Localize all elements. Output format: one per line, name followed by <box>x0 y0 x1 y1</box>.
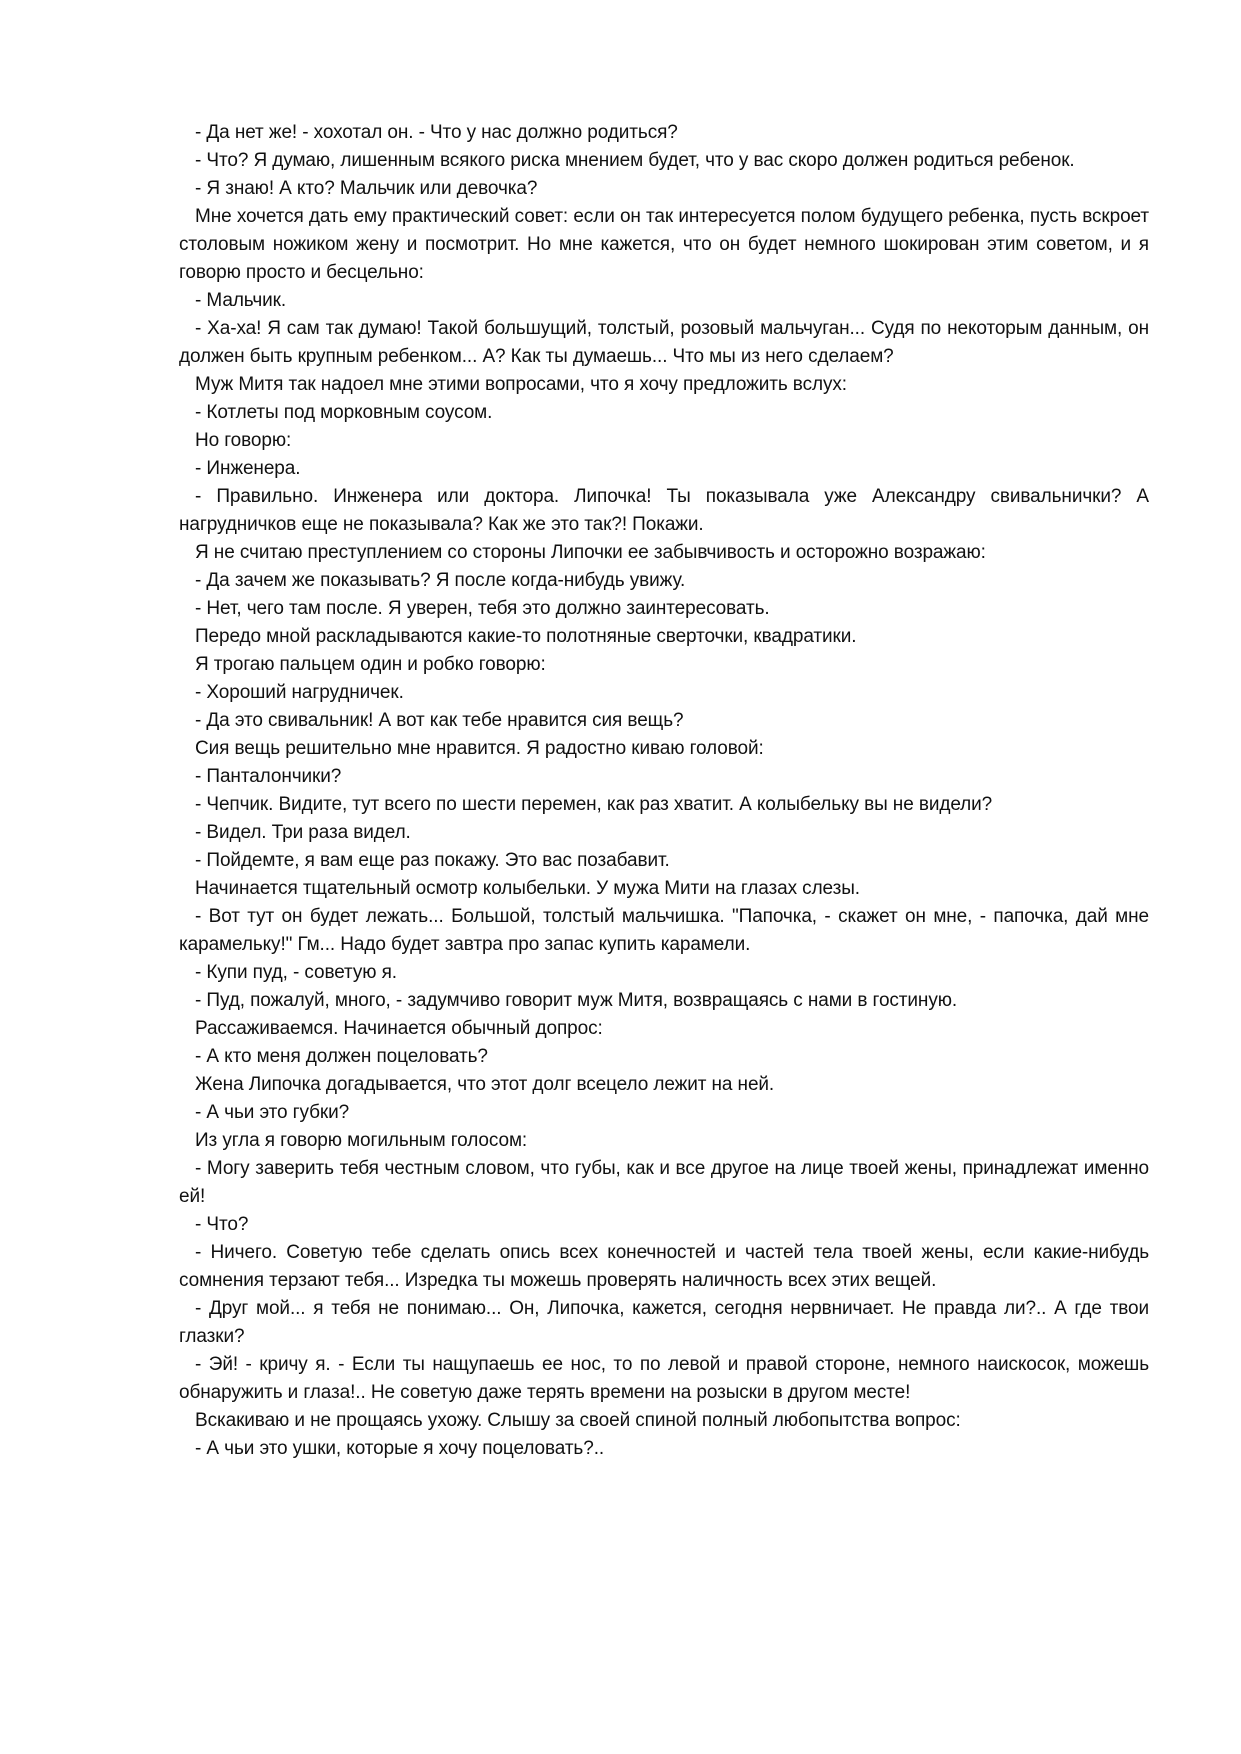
paragraph: - А кто меня должен поцеловать? <box>195 1046 488 1067</box>
paragraph: - Ха-ха! Я сам так думаю! Такой большущий, толстый, розовый мальчуган... Судя по некоторым данным, он должен быть крупным ребенком... А? Как ты думаешь... Что мы из него сделаем? <box>179 318 1149 367</box>
paragraph: - Да зачем же показывать? Я после когда-нибудь увижу. <box>195 570 686 591</box>
paragraph: Начинается тщательный осмотр колыбельки. У мужа Мити на глазах слезы. <box>195 878 860 899</box>
paragraph: - Что? <box>195 1214 249 1235</box>
paragraph: - Хороший нагрудничек. <box>195 682 404 703</box>
paragraph: Рассаживаемся. Начинается обычный допрос: <box>195 1018 603 1039</box>
paragraph: - Пуд, пожалуй, много, - задумчиво говорит муж Митя, возвращаясь с нами в гостиную. <box>195 990 958 1011</box>
paragraph: - Ничего. Советую тебе сделать опись всех конечностей и частей тела твоей жены, если какие-нибудь сомнения терзают тебя... Изредка ты можешь проверять наличность всех этих вещей. <box>179 1242 1149 1291</box>
paragraph: - Да нет же! - хохотал он. - Что у нас должно родиться? <box>195 122 678 143</box>
paragraph: Вскакиваю и не прощаясь ухожу. Слышу за своей спиной полный любопытства вопрос: <box>195 1410 961 1431</box>
paragraph: - Я знаю! А кто? Мальчик или девочка? <box>195 178 538 199</box>
paragraph: - Могу заверить тебя честным словом, что губы, как и все другое на лице твоей жены, принадлежат именно ей! <box>179 1158 1149 1207</box>
paragraph: Мне хочется дать ему практический совет: если он так интересуется полом будущего ребенка, пусть вскроет столовым ножиком жену и посмотрит. Но мне кажется, что он будет немного шокирован этим советом, и я говорю просто и бесцельно: <box>179 206 1149 283</box>
paragraph: - Вот тут он будет лежать... Большой, толстый мальчишка. "Папочка, - скажет он мне, - папочка, дай мне карамельку!" Гм... Надо будет завтра про запас купить карамели. <box>179 906 1149 955</box>
paragraph: - Друг мой... я тебя не понимаю... Он, Липочка, кажется, сегодня нервничает. Не правда ли?.. А где твои глазки? <box>179 1298 1149 1347</box>
paragraph: - Видел. Три раза видел. <box>195 822 411 843</box>
paragraph: - А чьи это ушки, которые я хочу поцеловать?.. <box>195 1438 605 1459</box>
paragraph: Но говорю: <box>195 430 292 451</box>
paragraph: - Пойдемте, я вам еще раз покажу. Это вас позабавит. <box>195 850 670 871</box>
paragraph: - Что? Я думаю, лишенным всякого риска мнением будет, что у вас скоро должен родиться ребенок. <box>195 150 1075 171</box>
paragraph: - Чепчик. Видите, тут всего по шести перемен, как раз хватит. А колыбельку вы не видели? <box>195 794 993 815</box>
paragraph: - Нет, чего там после. Я уверен, тебя это должно заинтересовать. <box>195 598 770 619</box>
paragraph: Я не считаю преступлением со стороны Липочки ее забывчивость и осторожно возражаю: <box>195 542 986 563</box>
paragraph: - Эй! - кричу я. - Если ты нащупаешь ее нос, то по левой и правой стороне, немного наискосок, можешь обнаружить и глаза!.. Не советую даже терять времени на розыски в другом месте! <box>179 1354 1149 1403</box>
paragraph: Из угла я говорю могильным голосом: <box>195 1130 528 1151</box>
story-text <box>179 119 1149 1463</box>
paragraph: - Мальчик. <box>195 290 287 311</box>
paragraph: - Инженера. <box>195 458 301 479</box>
paragraph: - Панталончики? <box>195 766 342 787</box>
paragraph: - Правильно. Инженера или доктора. Липочка! Ты показывала уже Александру свивальнички? А нагрудничков еще не показывала? Как же это так?! Покажи. <box>179 486 1149 535</box>
paragraph: - Купи пуд, - советую я. <box>195 962 397 983</box>
paragraph: - Да это свивальник! А вот как тебе нравится сия вещь? <box>195 710 684 731</box>
paragraph: Жена Липочка догадывается, что этот долг всецело лежит на ней. <box>195 1074 775 1095</box>
paragraph: - А чьи это губки? <box>195 1102 350 1123</box>
paragraph: - Котлеты под морковным соусом. <box>195 402 493 423</box>
paragraph: Муж Митя так надоел мне этими вопросами, что я хочу предложить вслух: <box>195 374 847 395</box>
paragraph: Сия вещь решительно мне нравится. Я радостно киваю головой: <box>195 738 764 759</box>
paragraph: Передо мной раскладываются какие-то полотняные сверточки, квадратики. <box>195 626 857 647</box>
paragraph: Я трогаю пальцем один и робко говорю: <box>195 654 546 675</box>
